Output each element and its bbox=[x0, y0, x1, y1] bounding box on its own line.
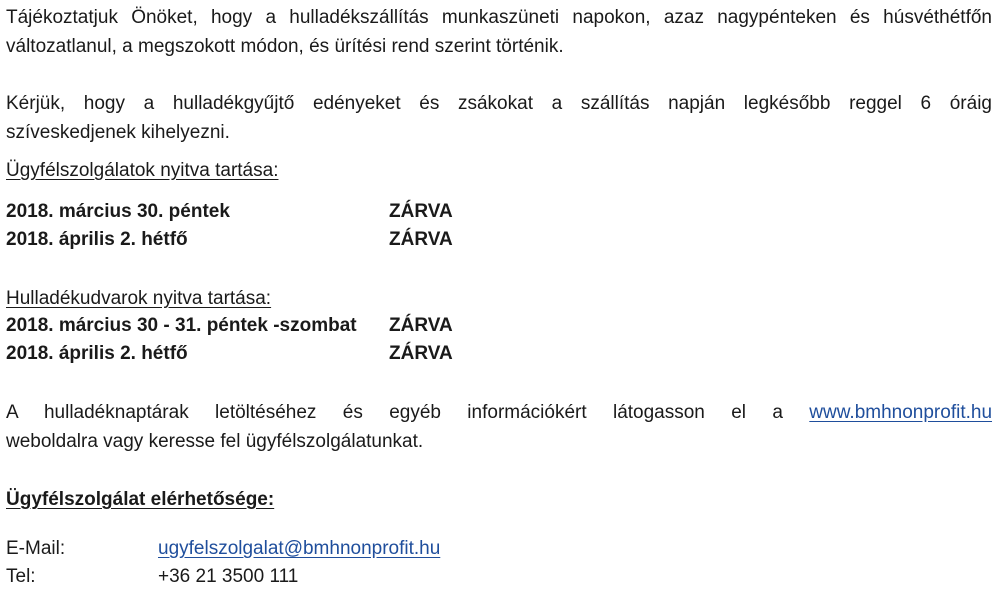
contact-phone-row bbox=[6, 566, 298, 588]
row-status: ZÁRVA bbox=[389, 229, 453, 250]
customer-service-hours-heading: Ügyfélszolgálatok nyitva tartása: bbox=[6, 160, 279, 181]
row-date: 2018. március 30. péntek bbox=[6, 201, 230, 222]
row-date: 2018. április 2. hétfő bbox=[6, 229, 188, 250]
request-line-1: Kérjük, hogy a hulladékgyűjtő edényeket és zsákokat a szállítás napján legkésőbb reggel 6 óráig bbox=[6, 93, 992, 114]
waste-yard-row bbox=[6, 343, 453, 365]
request-line-2: szíveskedjenek kihelyezni. bbox=[6, 122, 230, 143]
intro-line-1: Tájékoztatjuk Önöket, hogy a hulladékszállítás munkaszüneti napokon, azaz nagypénteken és húsvéthétfőn bbox=[6, 7, 992, 28]
info-line-1 bbox=[6, 398, 992, 427]
customer-service-row bbox=[6, 201, 453, 223]
info-text: A hulladéknaptárak letöltéséhez és egyéb információkért látogasson el a bbox=[6, 402, 783, 423]
info-paragraph bbox=[6, 398, 992, 456]
row-date: 2018. április 2. hétfő bbox=[6, 343, 188, 364]
contact-email-row bbox=[6, 538, 440, 560]
row-date: 2018. március 30 - 31. péntek -szombat bbox=[6, 315, 357, 336]
contact-heading: Ügyfélszolgálat elérhetősége: bbox=[6, 489, 275, 510]
waste-yard-row bbox=[6, 315, 453, 337]
intro-line-2: változatlanul, a megszokott módon, és ürítési rend szerint történik. bbox=[6, 36, 564, 57]
customer-service-row bbox=[6, 229, 453, 251]
website-link[interactable]: www.bmhnonprofit.hu bbox=[809, 402, 993, 423]
info-line-2: weboldalra vagy keresse fel ügyfélszolgálatunkat. bbox=[6, 431, 424, 452]
request-paragraph bbox=[6, 89, 992, 147]
row-status: ZÁRVA bbox=[389, 201, 453, 222]
row-status: ZÁRVA bbox=[389, 343, 453, 364]
waste-yard-hours-heading: Hulladékudvarok nyitva tartása: bbox=[6, 288, 272, 309]
row-status: ZÁRVA bbox=[389, 315, 453, 336]
phone-label: Tel: bbox=[6, 566, 36, 587]
phone-number: +36 21 3500 111 bbox=[158, 566, 299, 587]
intro-paragraph bbox=[6, 3, 992, 61]
email-label: E-Mail: bbox=[6, 538, 66, 559]
email-link[interactable]: ugyfelszolgalat@bmhnonprofit.hu bbox=[158, 538, 441, 559]
